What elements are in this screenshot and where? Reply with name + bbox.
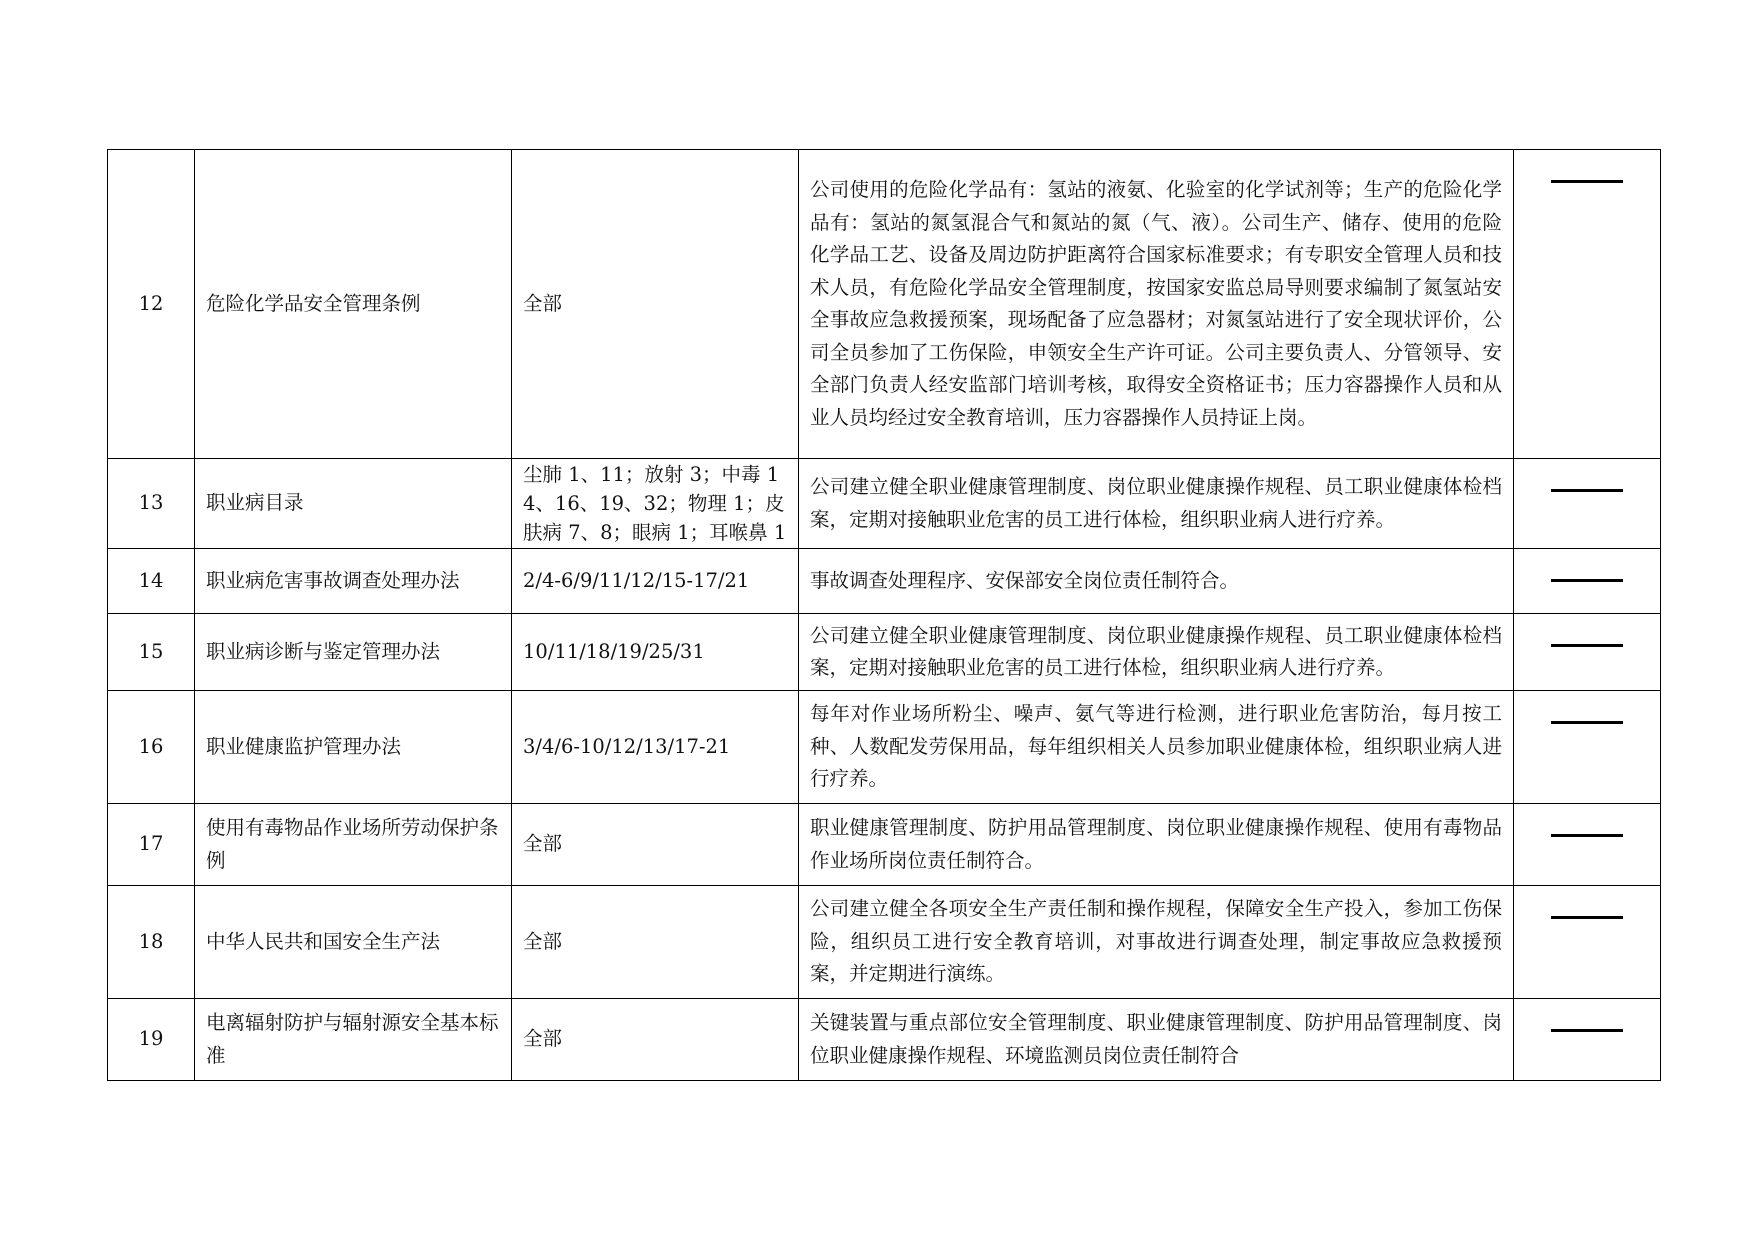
regulations-table — [107, 149, 1661, 1081]
regulation-name: 中华人民共和国安全生产法 — [195, 886, 512, 999]
dash-mark — [1551, 721, 1623, 724]
applicable-articles: 全部 — [512, 886, 799, 999]
regulation-name: 职业健康监护管理办法 — [195, 691, 512, 804]
table-row — [108, 549, 1661, 614]
row-number: 15 — [108, 614, 195, 691]
compliance-description: 公司建立健全职业健康管理制度、岗位职业健康操作规程、员工职业健康体检档案，定期对接触职业危害的员工进行体检，组织职业病人进行疗养。 — [799, 459, 1514, 549]
applicable-articles: 尘肺 1、11；放射 3；中毒 14、16、19、32；物理 1；皮肤病 7、8；眼病 1；耳喉鼻 1 — [512, 459, 799, 549]
applicable-articles: 3/4/6-10/12/13/17-21 — [512, 691, 799, 804]
row-number: 13 — [108, 459, 195, 549]
dash-mark — [1551, 644, 1623, 647]
compliance-description: 事故调查处理程序、安保部安全岗位责任制符合。 — [799, 549, 1514, 614]
row-number: 18 — [108, 886, 195, 999]
regulation-name: 使用有毒物品作业场所劳动保护条例 — [195, 804, 512, 886]
table-row — [108, 459, 1661, 549]
compliance-description: 公司使用的危险化学品有：氢站的液氨、化验室的化学试剂等；生产的危险化学品有：氢站的氮氢混合气和氮站的氮（气、液）。公司生产、储存、使用的危险化学品工艺、设备及周边防护距离符合国家标准要求；有专职安全管理人员和技术人员，有危险化学品安全管理制度，按国家安监总局导则要求编制了氮氢站安全事故应急救援预案，现场配备了应急器材；对氮氢站进行了安全现状评价，公司全员参加了工伤保险，申领安全生产许可证。公司主要负责人、分管领导、安全部门负责人经安监部门培训考核，取得安全资格证书；压力容器操作人员和从业人员均经过安全教育培训，压力容器操作人员持证上岗。 — [799, 150, 1514, 459]
dash-mark — [1551, 916, 1623, 919]
applicable-articles: 2/4-6/9/11/12/15-17/21 — [512, 549, 799, 614]
evaluation-cell — [1514, 691, 1661, 804]
applicable-articles: 10/11/18/19/25/31 — [512, 614, 799, 691]
regulation-name: 电离辐射防护与辐射源安全基本标准 — [195, 999, 512, 1081]
regulation-name: 职业病目录 — [195, 459, 512, 549]
applicable-articles: 全部 — [512, 999, 799, 1081]
compliance-description: 关键装置与重点部位安全管理制度、职业健康管理制度、防护用品管理制度、岗位职业健康操作规程、环境监测员岗位责任制符合 — [799, 999, 1514, 1081]
regulation-name: 危险化学品安全管理条例 — [195, 150, 512, 459]
regulation-name: 职业病诊断与鉴定管理办法 — [195, 614, 512, 691]
row-number: 17 — [108, 804, 195, 886]
table-row — [108, 150, 1661, 459]
row-number: 16 — [108, 691, 195, 804]
table-row — [108, 886, 1661, 999]
dash-mark — [1551, 1029, 1623, 1032]
applicable-articles: 全部 — [512, 804, 799, 886]
regulation-name: 职业病危害事故调查处理办法 — [195, 549, 512, 614]
applicable-articles: 全部 — [512, 150, 799, 459]
table-row — [108, 614, 1661, 691]
row-number: 12 — [108, 150, 195, 459]
evaluation-cell — [1514, 886, 1661, 999]
dash-mark — [1551, 180, 1623, 183]
row-number: 19 — [108, 999, 195, 1081]
evaluation-cell — [1514, 999, 1661, 1081]
compliance-description: 每年对作业场所粉尘、噪声、氨气等进行检测，进行职业危害防治，每月按工种、人数配发劳保用品，每年组织相关人员参加职业健康体检，组织职业病人进行疗养。 — [799, 691, 1514, 804]
evaluation-cell — [1514, 614, 1661, 691]
dash-mark — [1551, 489, 1623, 492]
compliance-description: 公司建立健全各项安全生产责任制和操作规程，保障安全生产投入，参加工伤保险，组织员工进行安全教育培训，对事故进行调查处理，制定事故应急救援预案，并定期进行演练。 — [799, 886, 1514, 999]
row-number: 14 — [108, 549, 195, 614]
evaluation-cell — [1514, 549, 1661, 614]
table-row — [108, 999, 1661, 1081]
dash-mark — [1551, 834, 1623, 837]
compliance-description: 公司建立健全职业健康管理制度、岗位职业健康操作规程、员工职业健康体检档案，定期对接触职业危害的员工进行体检，组织职业病人进行疗养。 — [799, 614, 1514, 691]
evaluation-cell — [1514, 459, 1661, 549]
evaluation-cell — [1514, 150, 1661, 459]
compliance-description: 职业健康管理制度、防护用品管理制度、岗位职业健康操作规程、使用有毒物品作业场所岗位责任制符合。 — [799, 804, 1514, 886]
table-row — [108, 804, 1661, 886]
dash-mark — [1551, 579, 1623, 582]
evaluation-cell — [1514, 804, 1661, 886]
table-row — [108, 691, 1661, 804]
